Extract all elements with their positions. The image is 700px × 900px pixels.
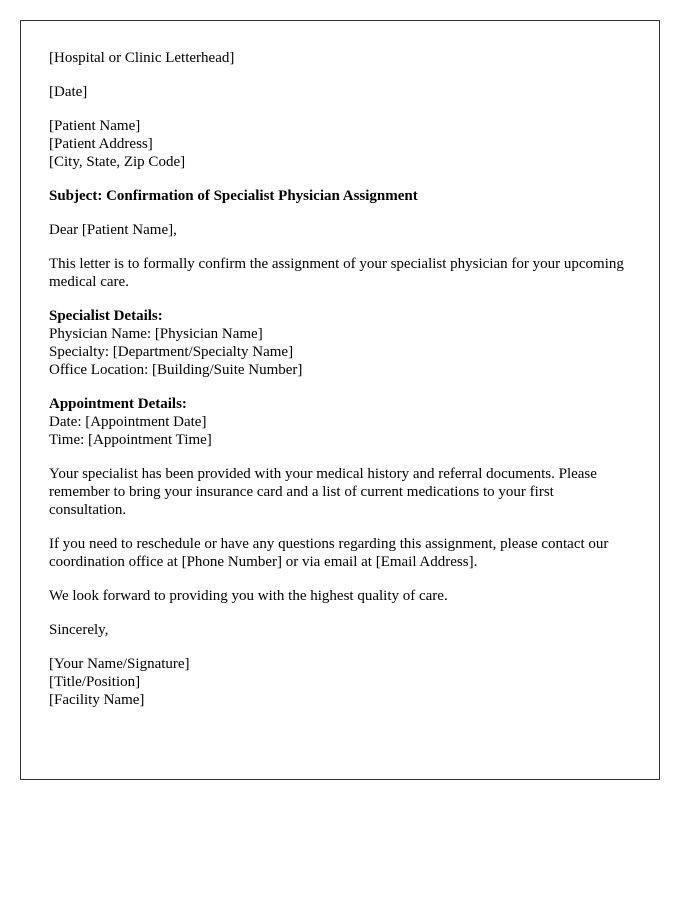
- recipient-name: [Patient Name]: [49, 118, 141, 134]
- signature-title: [Title/Position]: [49, 674, 141, 690]
- specialist-details-section: [49, 307, 631, 379]
- signature-block: [49, 655, 631, 709]
- intro-text: This letter is to formally confirm the assignment of your specialist physician for your upcoming medical care.: [49, 256, 624, 290]
- recipient-address-block: [49, 117, 631, 171]
- closing-paragraph: [49, 587, 631, 605]
- recipient-address: [Patient Address]: [49, 136, 153, 152]
- letter-date: [49, 83, 631, 101]
- signature-facility: [Facility Name]: [49, 692, 145, 708]
- closing: [49, 621, 631, 639]
- letter-document: [20, 20, 660, 780]
- specialist-details-heading: Specialist Details:: [49, 308, 163, 324]
- intro-paragraph: [49, 255, 631, 291]
- salutation-text: Dear [Patient Name],: [49, 222, 177, 238]
- records-paragraph: [49, 465, 631, 519]
- appointment-date: Date: [Appointment Date]: [49, 414, 207, 430]
- physician-name: Physician Name: [Physician Name]: [49, 326, 263, 342]
- appointment-details-section: [49, 395, 631, 449]
- letterhead-text: [Hospital or Clinic Letterhead]: [49, 50, 235, 66]
- signature-name: [Your Name/Signature]: [49, 656, 190, 672]
- appointment-details-heading: Appointment Details:: [49, 396, 187, 412]
- date-text: [Date]: [49, 84, 88, 100]
- contact-text: If you need to reschedule or have any questions regarding this assignment, please contact our coordination office at [Phone Number] or via email at [Email Address].: [49, 536, 609, 570]
- recipient-city-state-zip: [City, State, Zip Code]: [49, 154, 186, 170]
- subject-text: Subject: Confirmation of Specialist Physician Assignment: [49, 188, 418, 204]
- subject-line: [49, 187, 631, 205]
- contact-paragraph: [49, 535, 631, 571]
- records-text: Your specialist has been provided with your medical history and referral documents. Please remember to bring your insurance card and a list of current medications to your first consultation.: [49, 466, 597, 518]
- closing-paragraph-text: We look forward to providing you with the highest quality of care.: [49, 588, 448, 604]
- specialty: Specialty: [Department/Specialty Name]: [49, 344, 294, 360]
- closing-text: Sincerely,: [49, 622, 109, 638]
- letterhead: [49, 49, 631, 67]
- appointment-time: Time: [Appointment Time]: [49, 432, 212, 448]
- salutation: [49, 221, 631, 239]
- office-location: Office Location: [Building/Suite Number]: [49, 362, 303, 378]
